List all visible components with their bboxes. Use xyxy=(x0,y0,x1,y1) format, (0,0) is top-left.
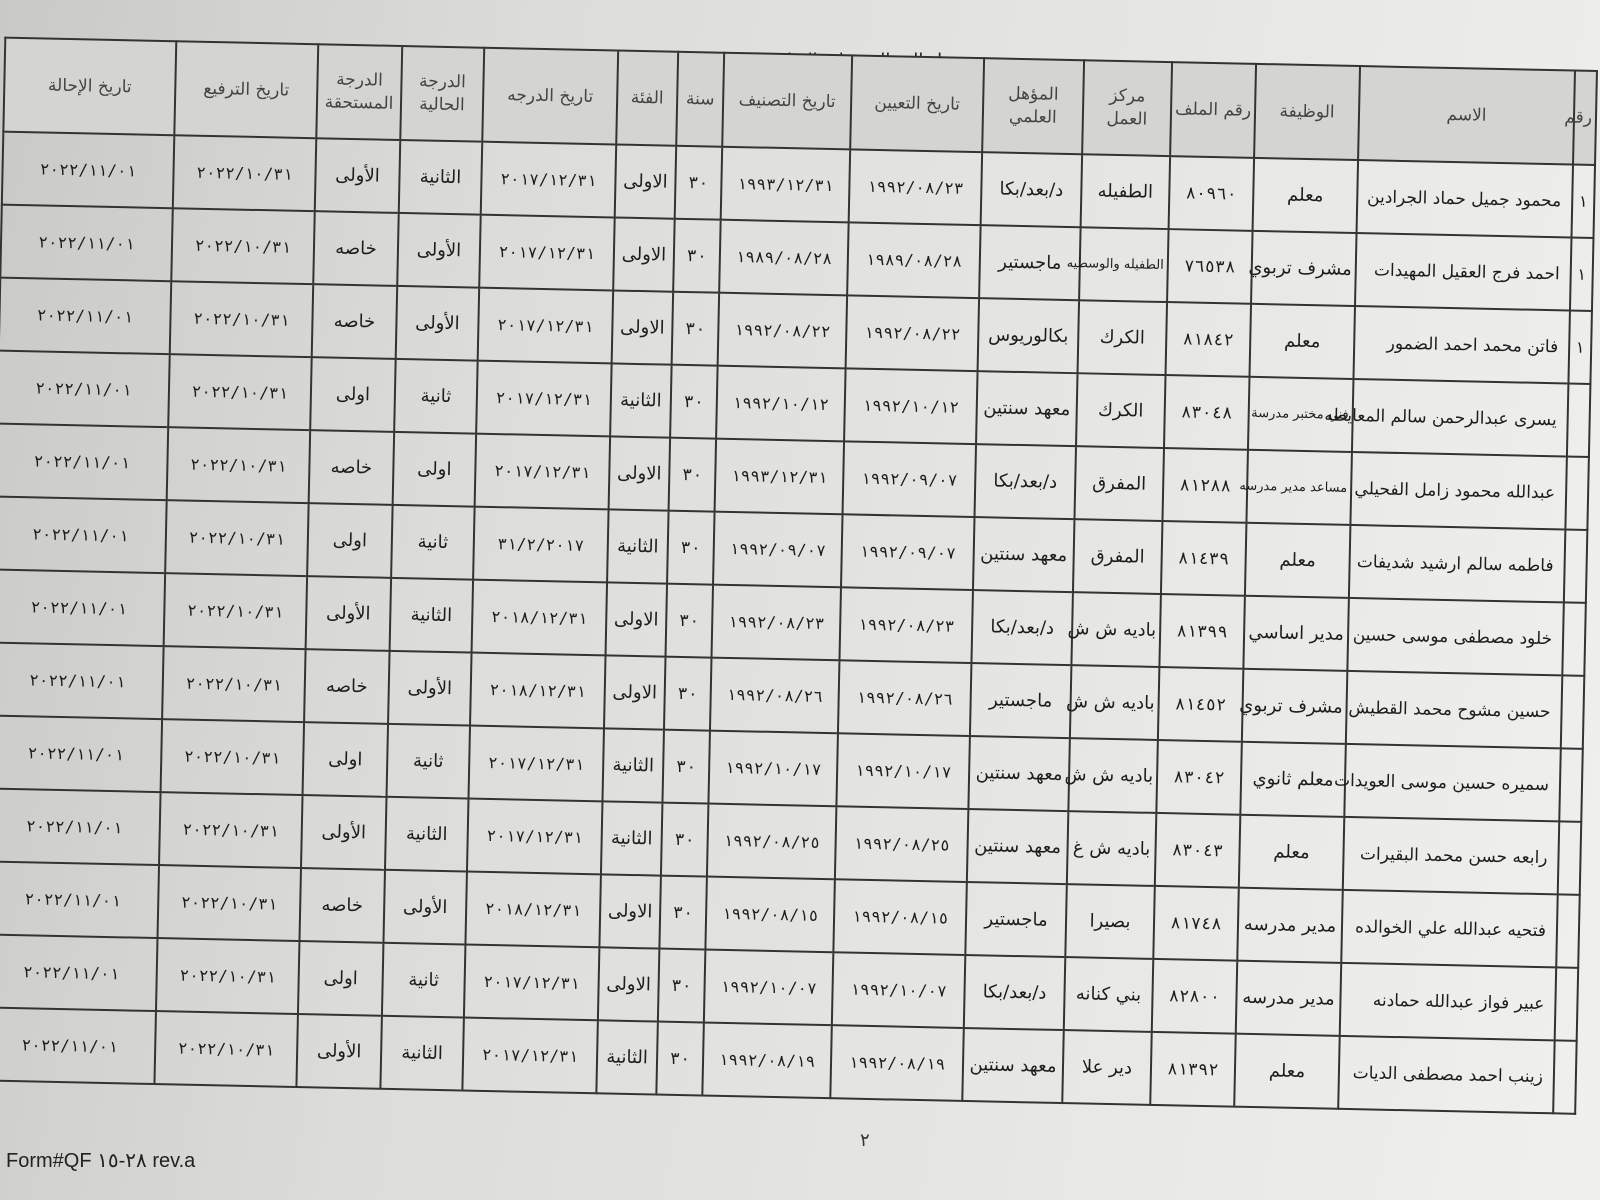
col-classification-date-cell: ١٩٩٢/٠٨/٢٣ xyxy=(712,585,842,661)
col-classification-date-cell: ١٩٩٢/٠٨/٢٦ xyxy=(710,658,840,734)
col-appointment-date-cell: ١٩٩٢/٠٨/١٥ xyxy=(833,879,966,955)
col-appointment-date-cell: ١٩٩٢/٠٨/٢٥ xyxy=(835,806,968,882)
col-work-center-cell: الكرك xyxy=(1076,373,1166,448)
col-current-grade-cell: ثانية xyxy=(387,724,471,799)
col-due-grade-cell: خاصه xyxy=(309,430,395,505)
col-retirement-date-cell: ٢٠٢٢/١١/٠١ xyxy=(0,861,159,938)
col-job-cell: معلم xyxy=(1234,1034,1340,1109)
col-name-cell: فاتن محمد احمد الضمور xyxy=(1353,306,1569,383)
col-due-grade-cell: الأولى xyxy=(306,576,392,651)
col-due-grade-cell: اولى xyxy=(307,503,393,578)
col-index-cell: ١ xyxy=(1570,238,1594,311)
col-promotion-date-cell: ٢٠٢٢/١٠/٣١ xyxy=(171,208,314,284)
col-due-grade-cell: الأولى xyxy=(296,1014,382,1089)
col-promotion-date-cell: ٢٠٢٢/١٠/٣١ xyxy=(162,646,305,722)
col-category-cell: الاولى xyxy=(609,436,671,510)
col-years-cell: ٣٠ xyxy=(670,365,718,439)
col-job-cell: معلم xyxy=(1245,523,1351,598)
col-retirement-date-cell: ٢٠٢٢/١١/٠١ xyxy=(0,497,167,574)
col-classification-date-cell: ١٩٩٢/٠٨/١٥ xyxy=(705,877,835,953)
col-classification-date-cell: ١٩٩٢/٠٨/٢٥ xyxy=(707,804,837,880)
col-retirement-date-cell: ٢٠٢٢/١١/٠١ xyxy=(0,278,171,355)
col-file-number-cell: ٨١٧٤٨ xyxy=(1153,886,1239,961)
col-name-cell: خلود مصطفى موسى حسين xyxy=(1347,598,1563,675)
col-years-cell: ٣٠ xyxy=(661,803,709,877)
col-retirement-date-cell: ٢٠٢٢/١١/٠١ xyxy=(0,934,158,1011)
col-category-cell: الاولى xyxy=(598,947,660,1021)
col-category-header: الفئة xyxy=(616,51,678,146)
col-file-number-cell: ٨١٢٨٨ xyxy=(1162,448,1248,523)
col-grade-date-cell: ٣١/٢/٢٠١٧ xyxy=(473,507,608,583)
col-name-cell: رابعه حسن محمد البقيرات xyxy=(1343,817,1559,894)
col-file-number-cell: ٨٣٠٤٢ xyxy=(1156,740,1242,815)
col-index-cell xyxy=(1564,529,1588,602)
col-grade-date-cell: ٢٠١٧/١٢/٣١ xyxy=(478,288,613,364)
col-job-cell: معلم xyxy=(1253,158,1359,233)
col-appointment-date-cell: ١٩٩٢/٠٨/١٩ xyxy=(830,1025,963,1101)
col-category-cell: الاولى xyxy=(604,655,666,729)
col-due-grade-cell: الأولى xyxy=(301,795,387,870)
col-retirement-date-cell: ٢٠٢٢/١١/٠١ xyxy=(0,351,170,428)
retirees-table xyxy=(0,37,1598,1115)
col-grade-date-cell: ٢٠١٧/١٢/٣١ xyxy=(479,215,614,291)
col-years-cell: ٣٠ xyxy=(658,949,706,1023)
col-category-cell: الثانية xyxy=(601,801,663,875)
col-file-number-cell: ٨١٨٤٢ xyxy=(1166,302,1252,377)
col-name-cell: محمود جميل حماد الجرادين xyxy=(1357,160,1573,237)
col-name-cell: احمد فرج العقيل المهيدات xyxy=(1355,233,1571,310)
col-file-number-cell: ٨١٣٩٩ xyxy=(1159,594,1245,669)
col-file-number-cell: ٨٢٨٠٠ xyxy=(1152,959,1238,1034)
col-appointment-date-cell: ١٩٩٢/٠٩/٠٧ xyxy=(843,441,976,517)
col-index-cell: ١ xyxy=(1571,165,1595,238)
col-work-center-cell: دير علا xyxy=(1062,1030,1152,1105)
col-qualification-cell: ماجستير xyxy=(979,225,1081,300)
col-years-cell: ٣٠ xyxy=(666,584,714,658)
col-qualification-cell: د/بعد/بكا xyxy=(971,590,1073,665)
col-retirement-date-cell: ٢٠٢٢/١١/٠١ xyxy=(2,132,174,209)
col-name-cell: سميره حسين موسى العويدات xyxy=(1344,744,1560,821)
col-grade-date-cell: ٢٠١٧/١٢/٣١ xyxy=(462,1017,597,1093)
col-promotion-date-cell: ٢٠٢٢/١٠/٣١ xyxy=(173,135,316,211)
col-category-cell: الاولى xyxy=(615,144,677,218)
col-job-cell: مدير مدرسه xyxy=(1236,961,1342,1036)
col-appointment-date-cell: ١٩٩٢/١٠/١٢ xyxy=(844,368,977,444)
col-grade-date-cell: ٢٠١٧/١٢/٣١ xyxy=(475,434,610,510)
col-work-center-cell: الكرك xyxy=(1078,300,1168,375)
col-due-grade-cell: خاصه xyxy=(299,868,385,943)
col-grade-date-cell: ٢٠١٨/١٢/٣١ xyxy=(472,580,607,656)
col-grade-date-cell: ٢٠١٧/١٢/٣١ xyxy=(476,361,611,437)
col-job-cell: مدير مدرسه xyxy=(1237,888,1343,963)
col-classification-date-cell: ١٩٩٣/١٢/٣١ xyxy=(715,439,845,515)
col-due-grade-cell: الأولى xyxy=(315,138,401,213)
col-retirement-date-header: تاريخ الإحالة xyxy=(3,38,176,136)
col-years-cell: ٣٠ xyxy=(667,511,715,585)
col-file-number-cell: ٨٣٠٤٨ xyxy=(1164,375,1250,450)
col-index-cell xyxy=(1558,821,1582,894)
col-qualification-cell: ماجستير xyxy=(970,663,1072,738)
col-qualification-cell: بكالوريوس xyxy=(978,298,1080,373)
col-appointment-date-cell: ١٩٩٢/٠٨/٢٣ xyxy=(849,149,982,225)
col-classification-date-cell: ١٩٩٢/٠٩/٠٧ xyxy=(713,512,843,588)
col-due-grade-cell: اولى xyxy=(298,941,384,1016)
col-appointment-date-header: تاريخ التعيين xyxy=(850,55,984,152)
col-promotion-date-cell: ٢٠٢٢/١٠/٣١ xyxy=(161,719,304,795)
col-years-cell: ٣٠ xyxy=(662,730,710,804)
col-category-cell: الاولى xyxy=(613,217,675,291)
col-years-cell: ٣٠ xyxy=(673,219,721,293)
col-classification-date-cell: ١٩٩٢/٠٨/١٩ xyxy=(702,1023,832,1099)
col-work-center-cell: المفرق xyxy=(1073,519,1163,594)
col-qualification-cell: د/بعد/بكا xyxy=(981,152,1083,227)
col-due-grade-header: الدرجة المستحقة xyxy=(316,44,402,140)
col-classification-date-cell: ١٩٩٢/١٠/١٢ xyxy=(716,366,846,442)
col-qualification-cell: معهد سنتين xyxy=(967,809,1069,884)
col-index-cell xyxy=(1556,894,1580,967)
col-index-cell xyxy=(1553,1040,1577,1113)
col-appointment-date-cell: ١٩٩٢/٠٩/٠٧ xyxy=(841,514,974,590)
col-promotion-date-cell: ٢٠٢٢/١٠/٣١ xyxy=(164,573,307,649)
col-job-cell: مساعد مدير مدرسه xyxy=(1246,450,1352,525)
col-classification-date-cell: ١٩٨٩/٠٨/٢٨ xyxy=(719,220,849,296)
col-file-number-cell: ٨١٤٥٢ xyxy=(1158,667,1244,742)
col-current-grade-cell: الأولى xyxy=(397,213,481,288)
col-current-grade-cell: الأولى xyxy=(383,870,467,945)
col-job-cell: معلم ثانوي xyxy=(1240,742,1346,817)
col-job-cell: معلم xyxy=(1239,815,1345,890)
col-current-grade-cell: الأولى xyxy=(388,651,472,726)
col-years-cell: ٣٠ xyxy=(664,657,712,731)
col-classification-date-cell: ١٩٩٢/٠٨/٢٢ xyxy=(718,293,848,369)
col-index-cell: ١ xyxy=(1568,311,1592,384)
col-due-grade-cell: خاصه xyxy=(312,284,398,359)
col-qualification-cell: د/بعد/بكا xyxy=(975,444,1077,519)
col-retirement-date-cell: ٢٠٢٢/١١/٠١ xyxy=(0,205,172,282)
col-promotion-date-cell: ٢٠٢٢/١٠/٣١ xyxy=(158,865,301,941)
col-name-cell: فتحيه عبدالله علي الخوالده xyxy=(1341,890,1557,967)
col-work-center-cell: باديه ش ش xyxy=(1070,665,1160,740)
col-retirement-date-cell: ٢٠٢٢/١١/٠١ xyxy=(0,570,165,647)
col-job-cell: فني مختبر مدرسة xyxy=(1248,377,1354,452)
col-category-cell: الثانية xyxy=(602,728,664,802)
col-name-cell: حسين مشوح محمد القطيش xyxy=(1346,671,1562,748)
col-work-center-cell: الطفيله xyxy=(1081,154,1171,229)
col-qualification-header: المؤهل العلمي xyxy=(982,58,1084,154)
col-work-center-cell: باديه ش ش xyxy=(1068,738,1158,813)
col-qualification-cell: معهد سنتين xyxy=(968,736,1070,811)
col-category-cell: الاولى xyxy=(612,290,674,364)
col-classification-date-cell: ١٩٩٢/١٠/٠٧ xyxy=(704,950,834,1026)
table-body xyxy=(0,132,1595,1114)
col-category-cell: الثانية xyxy=(610,363,672,437)
form-code: Form#QF ٢٨-١٥ rev.a xyxy=(6,1150,196,1172)
col-years-cell: ٣٠ xyxy=(675,146,723,220)
col-index-header: رقم xyxy=(1573,71,1597,165)
col-work-center-header: مركز العمل xyxy=(1082,60,1172,156)
col-due-grade-cell: اولى xyxy=(310,357,396,432)
col-promotion-date-cell: ٢٠٢٢/١٠/٣١ xyxy=(159,792,302,868)
col-index-cell xyxy=(1565,456,1589,529)
col-classification-date-cell: ١٩٩٣/١٢/٣١ xyxy=(721,147,851,223)
col-appointment-date-cell: ١٩٩٢/١٠/١٧ xyxy=(836,733,969,809)
col-current-grade-cell: ثانية xyxy=(394,359,478,434)
col-years-header: سنة xyxy=(676,52,724,147)
retirees-table-container xyxy=(0,37,1596,1115)
col-promotion-date-cell: ٢٠٢٢/١٠/٣١ xyxy=(170,281,313,357)
col-appointment-date-cell: ١٩٨٩/٠٨/٢٨ xyxy=(847,222,980,298)
col-current-grade-cell: اولى xyxy=(393,432,477,507)
col-qualification-cell: معهد سنتين xyxy=(976,371,1078,446)
col-years-cell: ٣٠ xyxy=(672,292,720,366)
col-retirement-date-cell: ٢٠٢٢/١١/٠١ xyxy=(0,789,161,866)
col-qualification-cell: د/بعد/بكا xyxy=(964,955,1066,1030)
col-promotion-date-cell: ٢٠٢٢/١٠/٣١ xyxy=(168,354,311,430)
col-current-grade-cell: الثانية xyxy=(385,797,469,872)
col-index-cell xyxy=(1567,383,1591,456)
col-work-center-cell: باديه ش ش xyxy=(1071,592,1161,667)
col-grade-date-cell: ٢٠١٧/١٢/٣١ xyxy=(464,945,599,1021)
col-name-cell: يسرى عبدالرحمن سالم المعايطه xyxy=(1352,379,1568,456)
col-retirement-date-cell: ٢٠٢٢/١١/٠١ xyxy=(0,643,164,720)
col-index-cell xyxy=(1559,748,1583,821)
col-classification-date-cell: ١٩٩٢/١٠/١٧ xyxy=(708,731,838,807)
col-name-header: الاسم xyxy=(1358,66,1575,164)
col-years-cell: ٣٠ xyxy=(669,438,717,512)
col-due-grade-cell: خاصه xyxy=(313,211,399,286)
col-appointment-date-cell: ١٩٩٢/٠٨/٢٦ xyxy=(838,660,971,736)
col-name-cell: عبدالله محمود زامل الفحيلي xyxy=(1350,452,1566,529)
col-current-grade-cell: الثانية xyxy=(380,1016,464,1091)
col-years-cell: ٣٠ xyxy=(659,876,707,950)
col-current-grade-cell: الثانية xyxy=(399,140,483,215)
col-category-cell: الثانية xyxy=(596,1020,658,1094)
col-promotion-date-cell: ٢٠٢٢/١٠/٣١ xyxy=(165,500,308,576)
col-promotion-date-cell: ٢٠٢٢/١٠/٣١ xyxy=(154,1011,297,1087)
col-promotion-date-cell: ٢٠٢٢/١٠/٣١ xyxy=(156,938,299,1014)
col-retirement-date-cell: ٢٠٢٢/١١/٠١ xyxy=(0,424,168,501)
col-current-grade-cell: ثانية xyxy=(382,943,466,1018)
col-job-cell: معلم xyxy=(1249,304,1355,379)
col-file-number-cell: ٧٦٥٣٨ xyxy=(1167,229,1253,304)
col-promotion-date-cell: ٢٠٢٢/١٠/٣١ xyxy=(167,427,310,503)
col-name-cell: زينب احمد مصطفى الديات xyxy=(1338,1036,1554,1113)
col-file-number-cell: ٨٣٠٤٣ xyxy=(1155,813,1241,888)
col-work-center-cell: باديه ش غ xyxy=(1067,811,1157,886)
col-due-grade-cell: اولى xyxy=(303,722,389,797)
col-job-cell: مدير اساسي xyxy=(1243,596,1349,671)
col-category-cell: الثانية xyxy=(607,509,669,583)
col-due-grade-cell: خاصه xyxy=(304,649,390,724)
col-name-cell: فاطمه سالم ارشيد شديفات xyxy=(1349,525,1565,602)
col-current-grade-header: الدرجة الحالية xyxy=(400,46,484,142)
col-retirement-date-cell: ٢٠٢٢/١١/٠١ xyxy=(0,716,162,793)
col-qualification-cell: معهد سنتين xyxy=(962,1028,1064,1103)
col-job-cell: مشرف تربوي xyxy=(1251,231,1357,306)
col-grade-date-header: تاريخ الدرجه xyxy=(482,48,618,145)
col-job-header: الوظيفة xyxy=(1254,64,1360,160)
col-file-number-cell: ٨١٣٩٢ xyxy=(1150,1032,1236,1107)
col-grade-date-cell: ٢٠١٧/١٢/٣١ xyxy=(468,726,603,802)
col-work-center-cell: بني كنانه xyxy=(1064,957,1154,1032)
col-grade-date-cell: ٢٠١٨/١٢/٣١ xyxy=(465,872,600,948)
col-promotion-date-header: تاريخ الترفيع xyxy=(174,41,318,138)
col-qualification-cell: معهد سنتين xyxy=(973,517,1075,592)
col-index-cell xyxy=(1561,675,1585,748)
col-work-center-cell: المفرق xyxy=(1074,446,1164,521)
col-classification-date-header: تاريخ التصنيف xyxy=(722,53,852,150)
page-number: ٢ xyxy=(860,1130,870,1151)
col-appointment-date-cell: ١٩٩٢/٠٨/٢٣ xyxy=(839,587,972,663)
col-appointment-date-cell: ١٩٩٢/١٠/٠٧ xyxy=(832,952,965,1028)
col-file-number-header: رقم الملف xyxy=(1170,62,1256,158)
col-index-cell xyxy=(1555,967,1579,1040)
col-current-grade-cell: ثانية xyxy=(391,505,475,580)
col-file-number-cell: ٨٠٩٦٠ xyxy=(1169,156,1255,231)
col-grade-date-cell: ٢٠١٧/١٢/٣١ xyxy=(481,142,616,218)
col-work-center-cell: الطفيله والوسطيه xyxy=(1079,227,1169,302)
col-current-grade-cell: الأولى xyxy=(396,286,480,361)
col-work-center-cell: بصيرا xyxy=(1065,884,1155,959)
col-appointment-date-cell: ١٩٩٢/٠٨/٢٢ xyxy=(846,295,979,371)
col-grade-date-cell: ٢٠١٨/١٢/٣١ xyxy=(470,653,605,729)
col-grade-date-cell: ٢٠١٧/١٢/٣١ xyxy=(467,799,602,875)
col-job-cell: مشرف تربوي xyxy=(1242,669,1348,744)
col-file-number-cell: ٨١٤٣٩ xyxy=(1161,521,1247,596)
col-name-cell: عبير فواز عبدالله حمادنه xyxy=(1340,963,1556,1040)
col-qualification-cell: ماجستير xyxy=(965,882,1067,957)
col-years-cell: ٣٠ xyxy=(656,1022,704,1096)
col-index-cell xyxy=(1562,602,1586,675)
col-current-grade-cell: الثانية xyxy=(390,578,474,653)
col-category-cell: الاولى xyxy=(599,874,661,948)
col-category-cell: الاولى xyxy=(606,582,668,656)
col-retirement-date-cell: ٢٠٢٢/١١/٠١ xyxy=(0,1007,156,1084)
